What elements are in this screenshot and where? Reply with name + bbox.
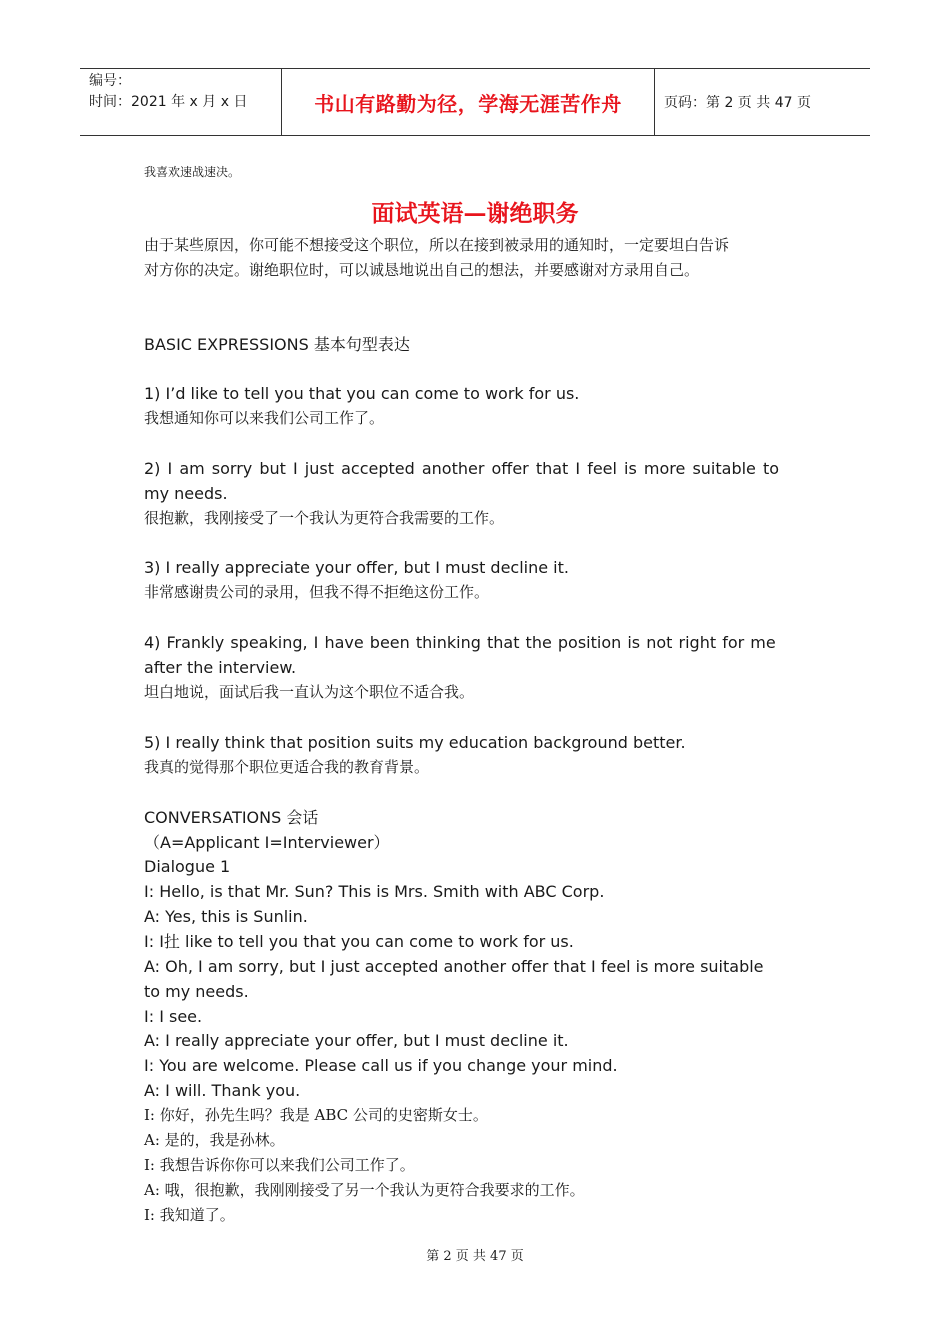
header-page-label: 页码：第 2 页 共 47 页	[664, 95, 811, 111]
document-date-label: 时间：2021 年 x 月 x 日	[89, 94, 248, 110]
dialogue-line: A: I will. Thank you.	[144, 1081, 301, 1100]
expression-cn: 坦白地说，面试后我一直认为这个职位不适合我。	[144, 683, 475, 701]
dialogue-line: I: I扗 like to tell you that you can come to work for us.	[144, 932, 574, 951]
dialogue-line-cn: I: 我想告诉你你可以来我们公司工作了。	[144, 1156, 415, 1174]
expression-en: my needs.	[144, 484, 228, 503]
dialogue-line: A: Yes, this is Sunlin.	[144, 907, 308, 926]
header-motto-cell	[282, 69, 655, 135]
document-number-label: 编号：	[89, 73, 131, 89]
basic-expressions-heading: BASIC EXPRESSIONS 基本句型表达	[144, 335, 410, 354]
top-note: 我喜欢速战速决。	[144, 165, 241, 179]
dialogue-line: to my needs.	[144, 982, 249, 1001]
dialogue-line-cn: I: 你好，孙先生吗？我是 ABC 公司的史密斯女士。	[144, 1106, 488, 1124]
expression-en: 5) I really think that position suits my education background better.	[144, 733, 686, 752]
header-table	[80, 68, 870, 136]
intro-line: 由于某些原因，你可能不想接受这个职位，所以在接到被录用的通知时，一定要坦白告诉	[144, 236, 730, 254]
page-title: 面试英语—谢绝职务	[371, 200, 579, 227]
expression-cn: 我想通知你可以来我们公司工作了。	[144, 409, 385, 427]
dialogue-line-cn: A: 是的，我是孙林。	[144, 1131, 285, 1149]
dialogue-line-cn: A: 哦，很抱歉，我刚刚接受了另一个我认为更符合我要求的工作。	[144, 1181, 585, 1199]
expression-en: 4) Frankly speaking, I have been thinking that the position is not right for me	[144, 633, 776, 652]
dialogue-line: I: You are welcome. Please call us if you change your mind.	[144, 1056, 618, 1075]
expression-cn: 我真的觉得那个职位更适合我的教育背景。	[144, 758, 430, 776]
header-motto: 书山有路勤为径，学海无涯苦作舟	[314, 91, 622, 116]
expression-en: after the interview.	[144, 658, 297, 677]
expression-en: 2) I am sorry but I just accepted another offer that I feel is more suitable to	[144, 459, 780, 478]
expression-cn: 很抱歉，我刚接受了一个我认为更符合我需要的工作。	[144, 509, 505, 527]
expression-en: 1) I’d like to tell you that you can come to work for us.	[144, 384, 580, 403]
header-page-cell	[655, 69, 870, 135]
page-footer: 第 2 页 共 47 页	[426, 1249, 524, 1264]
dialogue-line: A: Oh, I am sorry, but I just accepted another offer that I feel is more suitable	[144, 957, 764, 976]
conversations-heading: CONVERSATIONS 会话	[144, 808, 319, 827]
expression-cn: 非常感谢贵公司的录用，但我不得不拒绝这份工作。	[144, 583, 490, 601]
header-left-cell	[80, 69, 282, 135]
role-legend: （A=Applicant I=Interviewer）	[144, 833, 390, 852]
intro-line: 对方你的决定。谢绝职位时，可以诚恳地说出自己的想法，并要感谢对方录用自己。	[144, 261, 700, 279]
expression-en: 3) I really appreciate your offer, but I must decline it.	[144, 558, 569, 577]
dialogue-title: Dialogue 1	[144, 857, 231, 876]
dialogue-line: A: I really appreciate your offer, but I must decline it.	[144, 1031, 569, 1050]
dialogue-line-cn: I: 我知道了。	[144, 1206, 235, 1224]
dialogue-line: I: I see.	[144, 1007, 203, 1026]
dialogue-line: I: Hello, is that Mr. Sun? This is Mrs. Smith with ABC Corp.	[144, 882, 605, 901]
